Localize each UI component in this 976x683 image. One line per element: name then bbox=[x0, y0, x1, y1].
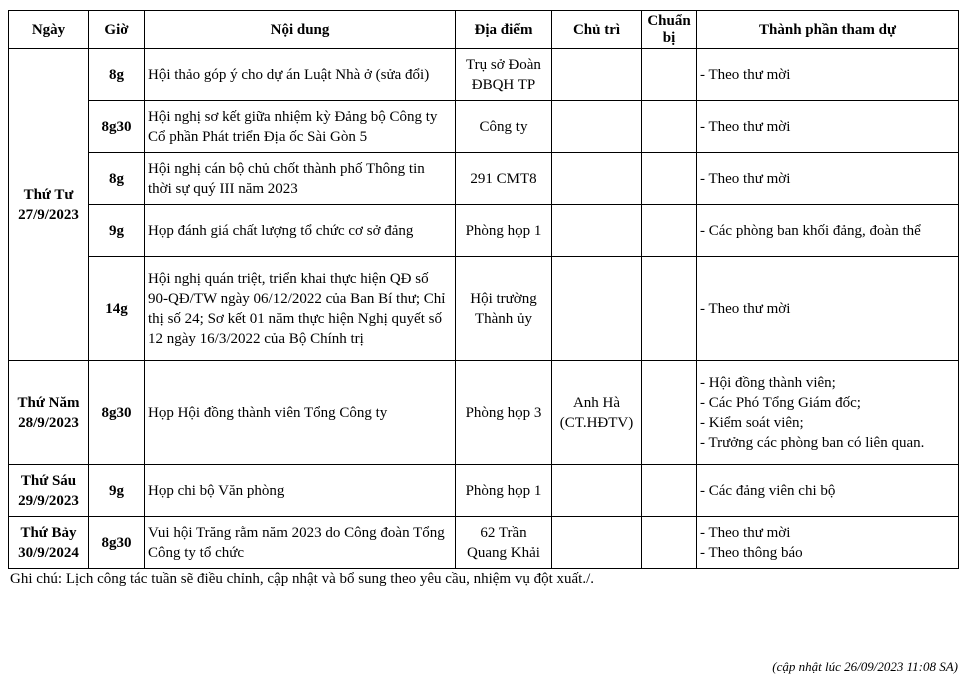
day-cell bbox=[9, 465, 89, 517]
participants-cell bbox=[697, 49, 959, 101]
day-weekday: Thứ Năm bbox=[17, 394, 80, 411]
day-date: 29/9/2023 bbox=[18, 492, 79, 509]
footnote: Ghi chú: Lịch công tác tuần sẽ điều chỉnh, cập nhật và bổ sung theo yêu cầu, nhiệm vụ đột xuất./. bbox=[10, 571, 595, 587]
participants-cell bbox=[697, 101, 959, 153]
header-prepare: Chuẩn bị bbox=[642, 11, 697, 49]
time-cell: 9g bbox=[89, 205, 145, 257]
day-cell bbox=[9, 49, 89, 361]
prepare-cell bbox=[642, 361, 697, 465]
prepare-cell bbox=[642, 153, 697, 205]
day-weekday: Thứ Sáu bbox=[20, 472, 77, 489]
content-cell: Họp Hội đồng thành viên Tổng Công ty bbox=[145, 361, 456, 465]
host-cell bbox=[552, 49, 642, 101]
header-day: Ngày bbox=[9, 11, 89, 49]
location-cell: Trụ sở Đoàn ĐBQH TP bbox=[456, 49, 552, 101]
participants-cell bbox=[697, 361, 959, 465]
location-cell: Phòng họp 3 bbox=[456, 361, 552, 465]
participant-line: - Theo thông báo bbox=[700, 544, 803, 561]
header-content: Nội dung bbox=[145, 11, 456, 49]
participant-line: - Các phòng ban khối đảng, đoàn thể bbox=[700, 222, 921, 239]
host-cell bbox=[552, 517, 642, 569]
location-cell: 291 CMT8 bbox=[456, 153, 552, 205]
prepare-cell bbox=[642, 101, 697, 153]
schedule-table bbox=[8, 10, 959, 569]
participants-cell bbox=[697, 257, 959, 361]
prepare-cell bbox=[642, 465, 697, 517]
updated-timestamp: (cập nhật lúc 26/09/2023 11:08 SA) bbox=[772, 659, 958, 674]
participant-line: - Các Phó Tổng Giám đốc; bbox=[700, 394, 861, 411]
content-cell: Hội nghị quán triệt, triển khai thực hiện QĐ số 90-QĐ/TW ngày 06/12/2022 của Ban Bí thư; Chỉ thị số 24; Sơ kết 01 năm thực hiện Nghị quyết số 12 ngày 16/3/2022 của Bộ Chính trị bbox=[145, 257, 456, 361]
header-row bbox=[9, 11, 959, 49]
location-cell: Phòng họp 1 bbox=[456, 205, 552, 257]
day-cell bbox=[9, 361, 89, 465]
time-cell: 8g bbox=[89, 153, 145, 205]
header-location: Địa điểm bbox=[456, 11, 552, 49]
time-cell: 8g30 bbox=[89, 517, 145, 569]
header-host: Chủ trì bbox=[552, 11, 642, 49]
participant-line: - Theo thư mời bbox=[700, 300, 791, 317]
participant-line: - Hội đồng thành viên; bbox=[700, 374, 836, 391]
table-row bbox=[9, 205, 959, 257]
host-cell bbox=[552, 205, 642, 257]
participant-line: - Theo thư mời bbox=[700, 66, 791, 83]
prepare-cell bbox=[642, 517, 697, 569]
host-cell bbox=[552, 257, 642, 361]
content-cell: Vui hội Trăng rằm năm 2023 do Công đoàn Tổng Công ty tổ chức bbox=[145, 517, 456, 569]
participant-line: - Kiểm soát viên; bbox=[700, 414, 804, 431]
day-date: 28/9/2023 bbox=[18, 414, 79, 431]
table-row bbox=[9, 153, 959, 205]
table-row bbox=[9, 49, 959, 101]
host-cell: Anh Hà (CT.HĐTV) bbox=[552, 361, 642, 465]
content-cell: Hội nghị cán bộ chủ chốt thành phố Thông tin thời sự quý III năm 2023 bbox=[145, 153, 456, 205]
participants-cell bbox=[697, 205, 959, 257]
participant-line: - Theo thư mời bbox=[700, 524, 791, 541]
header-time: Giờ bbox=[89, 11, 145, 49]
participant-line: - Trưởng các phòng ban có liên quan. bbox=[700, 434, 925, 451]
location-cell: Công ty bbox=[456, 101, 552, 153]
table-row bbox=[9, 101, 959, 153]
participant-line: - Theo thư mời bbox=[700, 170, 791, 187]
content-cell: Hội nghị sơ kết giữa nhiệm kỳ Đảng bộ Công ty Cổ phần Phát triển Địa ốc Sài Gòn 5 bbox=[145, 101, 456, 153]
day-weekday: Thứ Tư bbox=[23, 186, 74, 203]
day-weekday: Thứ Bảy bbox=[20, 524, 77, 541]
time-cell: 14g bbox=[89, 257, 145, 361]
content-cell: Hội thảo góp ý cho dự án Luật Nhà ở (sửa đổi) bbox=[145, 49, 456, 101]
host-cell bbox=[552, 465, 642, 517]
host-cell bbox=[552, 101, 642, 153]
table-row bbox=[9, 361, 959, 465]
location-cell: Phòng họp 1 bbox=[456, 465, 552, 517]
location-cell: 62 Trần Quang Khải bbox=[456, 517, 552, 569]
day-date: 30/9/2024 bbox=[18, 544, 79, 561]
participant-line: - Theo thư mời bbox=[700, 118, 791, 135]
time-cell: 8g bbox=[89, 49, 145, 101]
prepare-cell bbox=[642, 49, 697, 101]
participants-cell bbox=[697, 153, 959, 205]
content-cell: Họp chi bộ Văn phòng bbox=[145, 465, 456, 517]
table-row bbox=[9, 465, 959, 517]
day-cell bbox=[9, 517, 89, 569]
time-cell: 8g30 bbox=[89, 361, 145, 465]
table-row bbox=[9, 257, 959, 361]
time-cell: 8g30 bbox=[89, 101, 145, 153]
day-date: 27/9/2023 bbox=[18, 206, 79, 223]
participants-cell bbox=[697, 465, 959, 517]
host-cell bbox=[552, 153, 642, 205]
table-row bbox=[9, 517, 959, 569]
header-participants: Thành phần tham dự bbox=[697, 11, 959, 49]
content-cell: Họp đánh giá chất lượng tổ chức cơ sở đảng bbox=[145, 205, 456, 257]
time-cell: 9g bbox=[89, 465, 145, 517]
location-cell: Hội trường Thành ủy bbox=[456, 257, 552, 361]
participants-cell bbox=[697, 517, 959, 569]
prepare-cell bbox=[642, 205, 697, 257]
prepare-cell bbox=[642, 257, 697, 361]
participant-line: - Các đảng viên chi bộ bbox=[700, 482, 836, 499]
